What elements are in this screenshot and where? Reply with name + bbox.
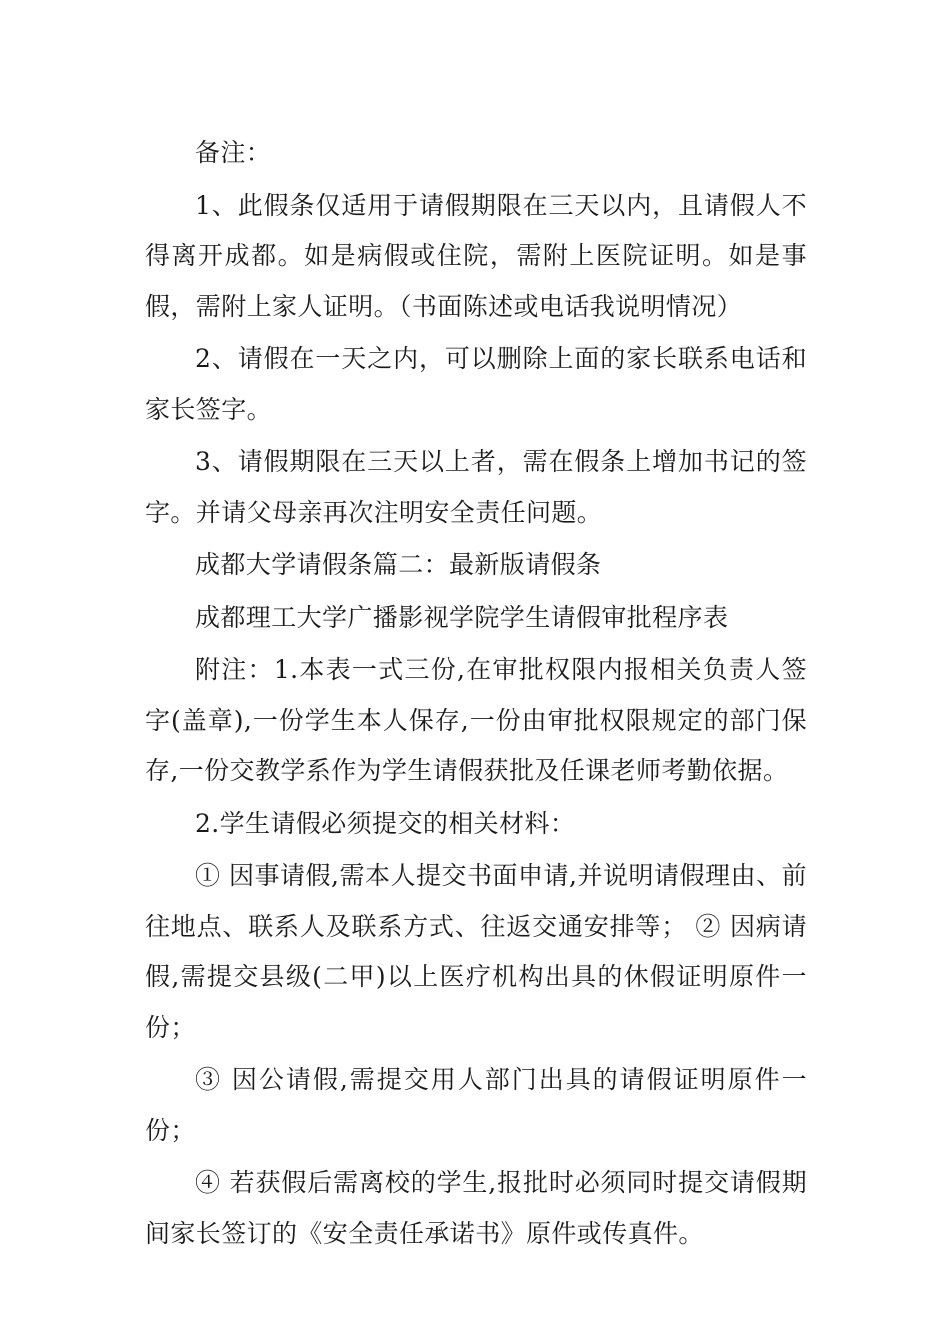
appendix-note-2: 2.学生请假必须提交的相关材料：: [195, 808, 576, 838]
remark-item-3: 3、请假期限在三天以上者，需在假条上增加书记的签字。并请父母亲再次注明安全责任问题。: [145, 447, 807, 527]
document-body: [145, 128, 807, 1259]
material-item-3: ③ 因公请假,需提交用人部门出具的请假证明原件一份；: [145, 1065, 807, 1145]
remark-heading: 备注：: [195, 138, 272, 167]
material-item-4: ④ 若获假后需离校的学生,报批时必须同时提交请假期间家长签订的《安全责任承诺书》原件或传真件。: [145, 1168, 807, 1248]
material-item-1-2: ① 因事请假,需本人提交书面申请,并说明请假理由、前往地点、联系人及联系方式、往返交通安排等； ② 因病请假,需提交县级(二甲)以上医疗机构出具的休假证明原件一份；: [145, 861, 807, 1042]
section-title: 成都大学请假条篇二：最新版请假条: [195, 550, 602, 579]
remark-item-2: 2、请假在一天之内，可以删除上面的家长联系电话和家长签字。: [145, 344, 807, 424]
form-title: 成都理工大学广播影视学院学生请假审批程序表: [195, 602, 729, 632]
appendix-note-1: 附注：1.本表一式三份,在审批权限内报相关负责人签字(盖章),一份学生本人保存,一份由审批权限规定的部门保存,一份交教学系作为学生请假获批及任课老师考勤依据。: [145, 655, 807, 785]
remark-item-1: 1、此假条仅适用于请假期限在三天以内，且请假人不得离开成都。如是病假或住院，需附上医院证明。如是事假，需附上家人证明。（书面陈述或电话我说明情况）: [145, 190, 807, 321]
